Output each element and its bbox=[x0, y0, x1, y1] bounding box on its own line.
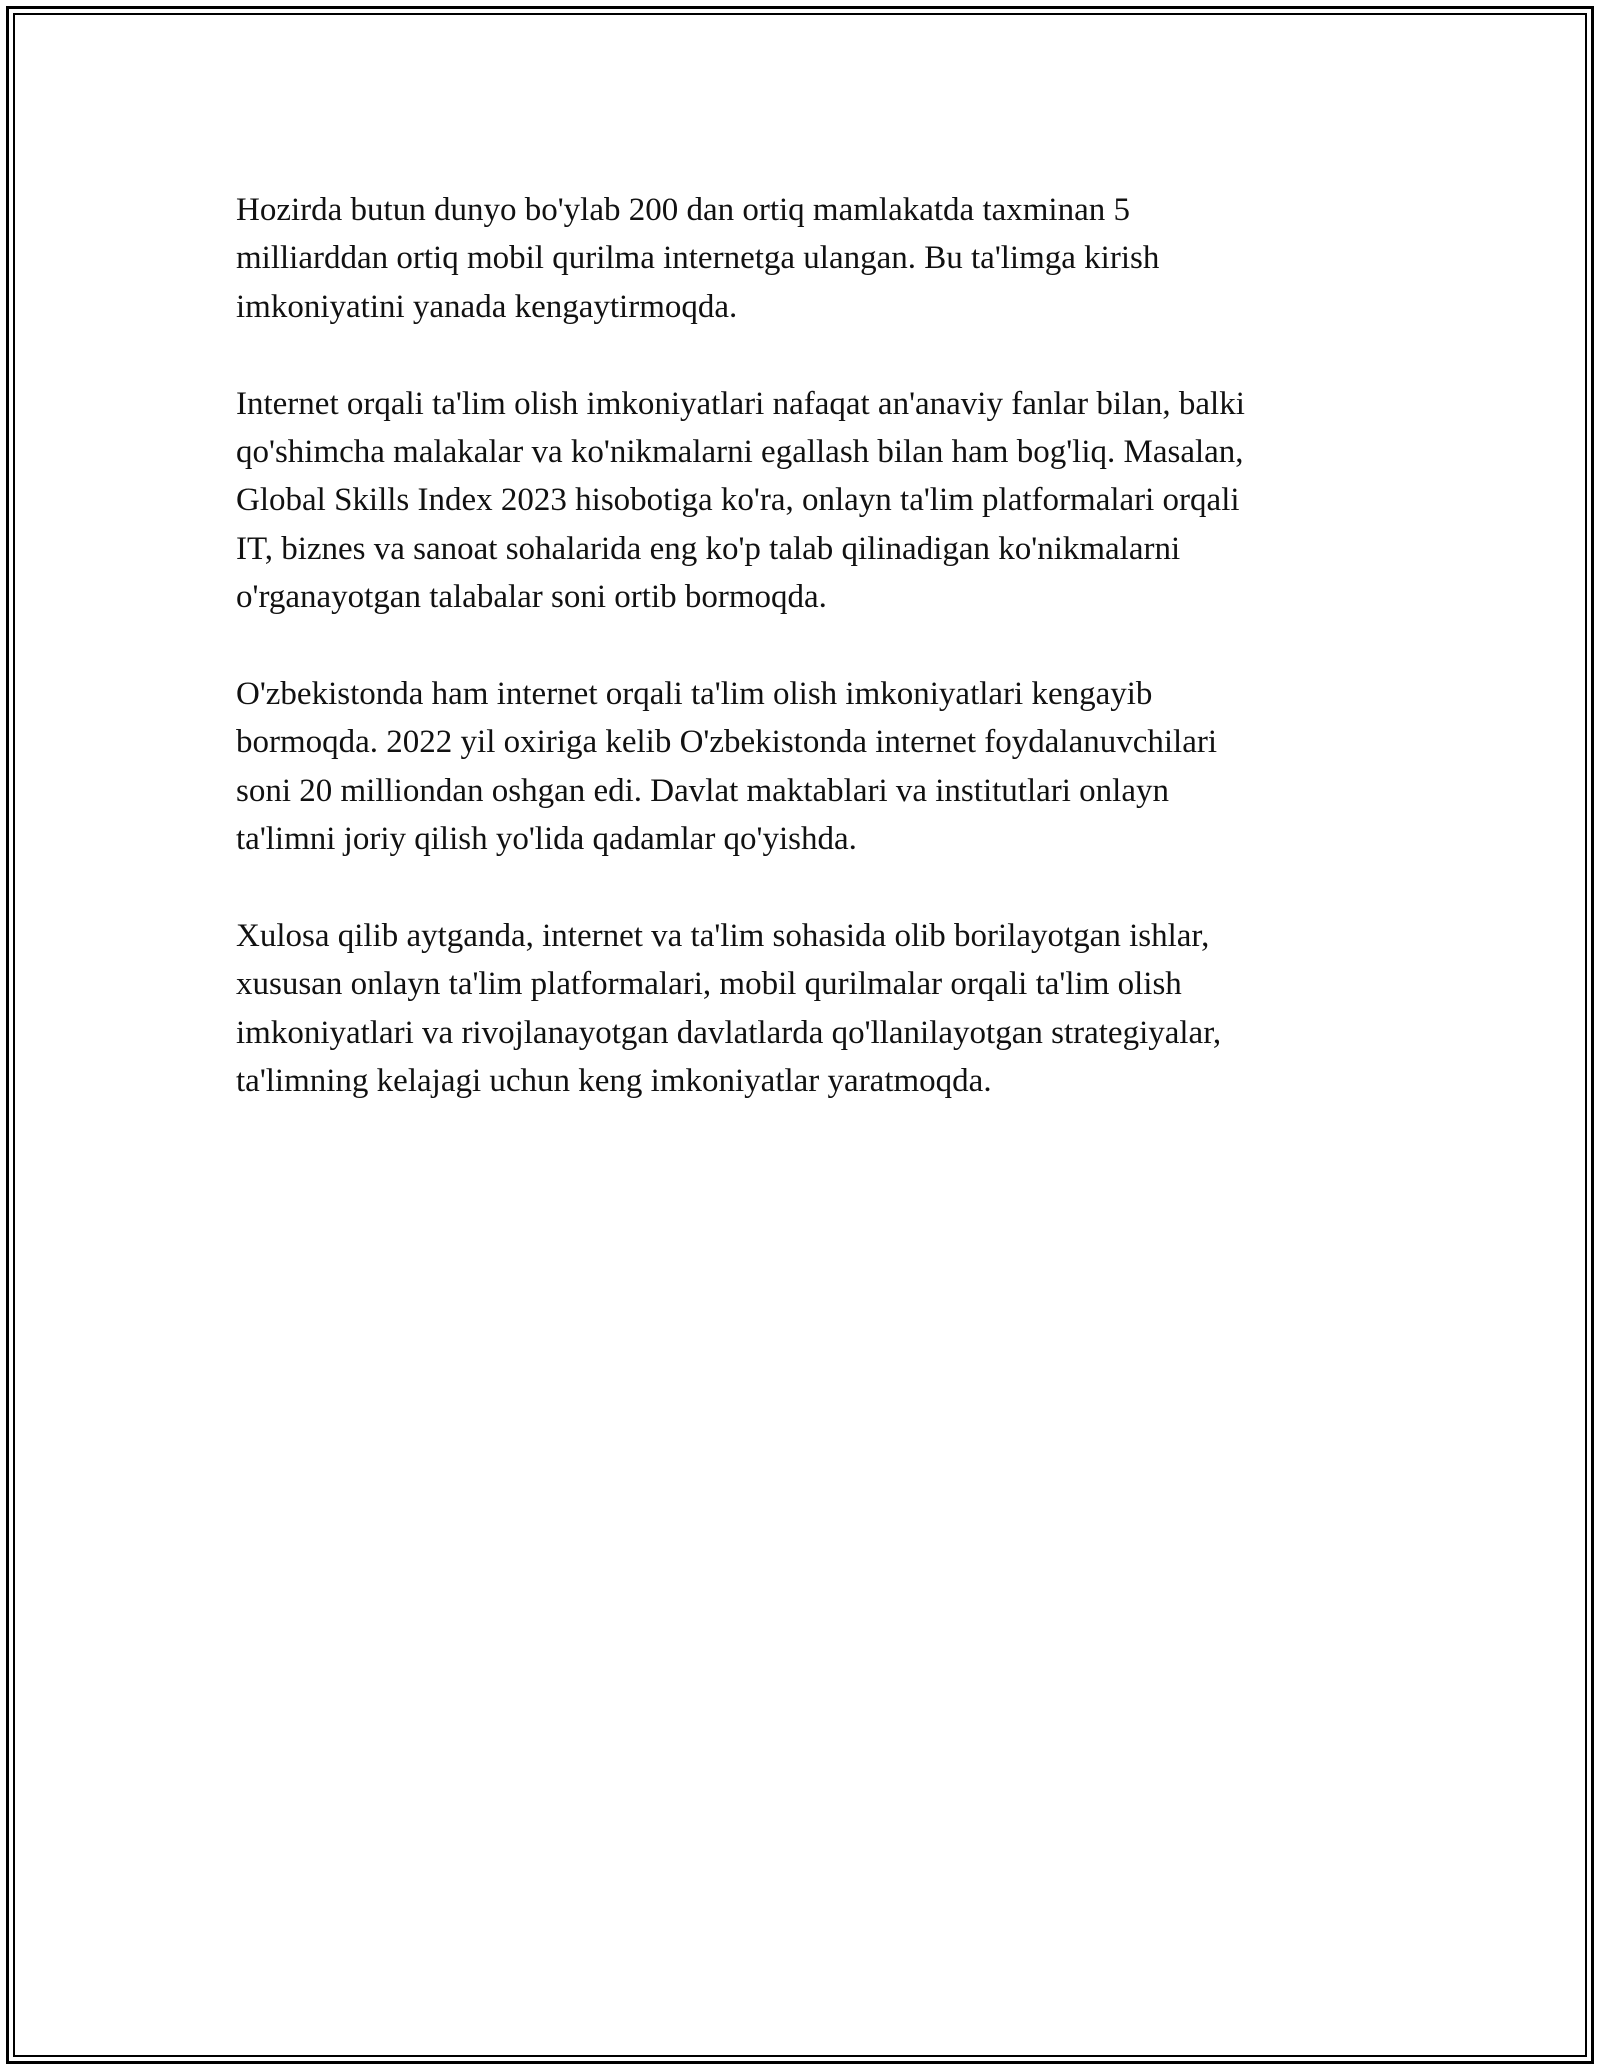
paragraph-line: Xulosa qilib aytganda, internet va ta'lim sohasida olib borilayotgan ishlar, bbox=[236, 918, 1210, 955]
paragraph-line: IT, biznes va sanoat sohalarida eng ko'p talab qilinadigan ko'nikmalarni bbox=[236, 530, 1181, 567]
paragraph-line: xususan onlayn ta'lim platformalari, mobil qurilmalar orqali ta'lim olish bbox=[236, 966, 1182, 1003]
paragraph-line: ta'limni joriy qilish yo'lida qadamlar qo'yishda. bbox=[236, 821, 857, 858]
paragraph-line: bormoqda. 2022 yil oxiriga kelib O'zbekistonda internet foydalanuvchilari bbox=[236, 724, 1218, 761]
paragraph-line: Hozirda butun dunyo bo'ylab 200 dan ortiq mamlakatda taxminan 5 bbox=[236, 192, 1130, 228]
paragraph-line: Internet orqali ta'lim olish imkoniyatlari nafaqat an'anaviy fanlar bilan, balki bbox=[236, 385, 1245, 422]
paragraph-line: o'rganayotgan talabalar soni ortib bormoqda. bbox=[236, 579, 827, 616]
paragraph-line: ta'limning kelajagi uchun keng imkoniyatlar yaratmoqda. bbox=[236, 1063, 992, 1100]
paragraph-line: qo'shimcha malakalar va ko'nikmalarni egallash bilan ham bog'liq. Masalan, bbox=[236, 434, 1244, 471]
paragraph-1 bbox=[236, 186, 1376, 331]
paragraph-line: milliarddan ortiq mobil qurilma internetga ulangan. Bu ta'limga kirish bbox=[236, 240, 1160, 277]
paragraph-line: Global Skills Index 2023 hisobotiga ko'ra, onlayn ta'lim platformalari orqali bbox=[236, 482, 1240, 519]
paragraph-line: O'zbekistonda ham internet orqali ta'lim olish imkoniyatlari kengayib bbox=[236, 676, 1153, 713]
paragraph-line: imkoniyatini yanada kengaytirmoqda. bbox=[236, 288, 738, 325]
document-body bbox=[236, 186, 1376, 1154]
paragraph-2 bbox=[236, 380, 1376, 622]
paragraph-line: soni 20 milliondan oshgan edi. Davlat maktablari va institutlari onlayn bbox=[236, 772, 1169, 809]
paragraph-4 bbox=[236, 912, 1376, 1106]
paragraph-3 bbox=[236, 670, 1376, 864]
paragraph-line: imkoniyatlari va rivojlanayotgan davlatlarda qo'llanilayotgan strategiyalar, bbox=[236, 1014, 1222, 1051]
